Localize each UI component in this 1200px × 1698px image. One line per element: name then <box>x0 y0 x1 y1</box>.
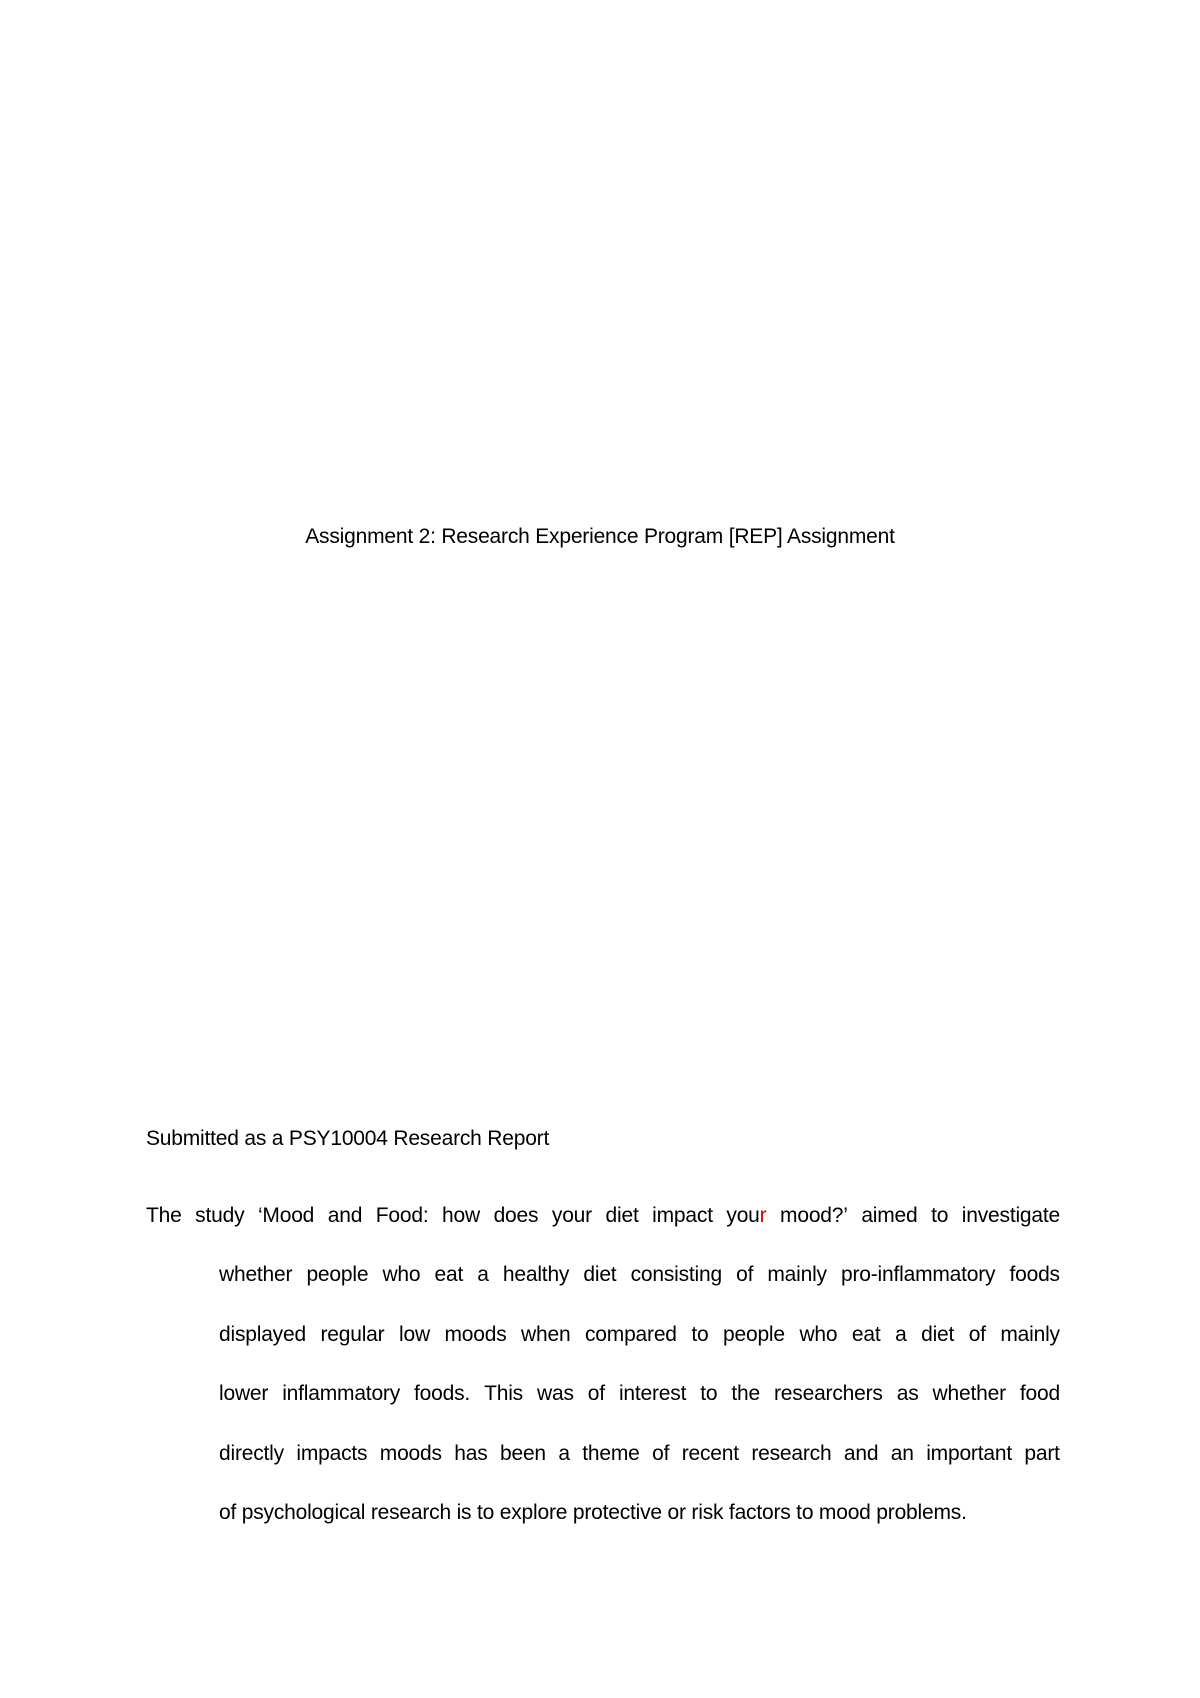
word: who <box>382 1263 421 1287</box>
paragraph-line-5 <box>219 1439 1060 1498</box>
word: compared <box>585 1322 677 1346</box>
word: whether <box>932 1382 1006 1406</box>
word: lower <box>219 1382 269 1406</box>
word: of <box>587 1382 605 1406</box>
word: aimed <box>861 1204 918 1227</box>
paragraph-line-3 <box>219 1320 1060 1379</box>
word: pro-inflammatory <box>841 1263 996 1287</box>
word: moods <box>444 1322 507 1346</box>
word: impact <box>652 1204 713 1227</box>
submission-note: Submitted as a PSY10004 Research Report <box>146 1127 550 1150</box>
word: of <box>652 1441 670 1465</box>
word: your <box>551 1204 592 1227</box>
word: impacts <box>296 1441 368 1465</box>
word: The <box>146 1204 182 1227</box>
word: directly <box>219 1441 284 1465</box>
word: of <box>968 1322 986 1346</box>
word: food <box>1019 1382 1060 1406</box>
word: diet <box>583 1263 617 1287</box>
word: the <box>731 1382 760 1406</box>
word: and <box>843 1441 879 1465</box>
word: to <box>700 1382 718 1406</box>
word: when <box>521 1322 571 1346</box>
word: low <box>399 1322 430 1346</box>
word: investigate <box>961 1204 1060 1227</box>
word: a <box>558 1441 570 1465</box>
word: part <box>1024 1441 1060 1465</box>
word: was <box>537 1382 574 1406</box>
word: research <box>751 1441 832 1465</box>
word: regular <box>320 1322 385 1346</box>
word: a <box>895 1322 907 1346</box>
word: to <box>931 1204 949 1227</box>
word: inflammatory <box>282 1382 401 1406</box>
word: foods <box>1009 1263 1060 1287</box>
page-title: Assignment 2: Research Experience Program [REP] Assignment <box>305 525 895 548</box>
word: moods <box>379 1441 442 1465</box>
word: people <box>306 1263 369 1287</box>
word: an <box>890 1441 914 1465</box>
body-paragraph <box>146 1201 1060 1557</box>
word: Food: <box>375 1204 429 1227</box>
word: whether <box>219 1263 293 1287</box>
word: ‘Mood <box>257 1204 315 1227</box>
word: to <box>691 1322 709 1346</box>
word: important <box>926 1441 1012 1465</box>
word: This <box>484 1382 523 1406</box>
word: diet <box>921 1322 955 1346</box>
word: been <box>499 1441 546 1465</box>
word: how <box>442 1204 480 1227</box>
word: researchers <box>774 1382 883 1406</box>
word: theme <box>582 1441 640 1465</box>
word: diet <box>605 1204 639 1227</box>
word: foods. <box>414 1382 471 1406</box>
word: consisting <box>630 1263 722 1287</box>
word: healthy <box>502 1263 570 1287</box>
word: study <box>195 1204 245 1227</box>
word: displayed <box>219 1322 306 1346</box>
word: and <box>327 1204 363 1227</box>
word: has <box>454 1441 488 1465</box>
word: eat <box>434 1263 464 1287</box>
highlighted-letter: r <box>759 1204 767 1227</box>
word: does <box>493 1204 539 1227</box>
paragraph-line-1 <box>146 1201 1060 1260</box>
word: mainly <box>1000 1322 1060 1346</box>
word: mood?’ <box>780 1204 848 1227</box>
word: interest <box>618 1382 687 1406</box>
word: eat <box>851 1322 881 1346</box>
word-your: your <box>726 1204 767 1227</box>
paragraph-line-2 <box>219 1260 1060 1319</box>
line-text: of psychological research is to explore protective or risk factors to mood problems. <box>219 1500 967 1524</box>
word: people <box>723 1322 785 1346</box>
word: who <box>799 1322 838 1346</box>
word: mainly <box>767 1263 827 1287</box>
paragraph-line-6 <box>219 1498 1060 1557</box>
word: as <box>896 1382 919 1406</box>
word: of <box>736 1263 754 1287</box>
word: a <box>477 1263 489 1287</box>
word: recent <box>681 1441 739 1465</box>
paragraph-line-4 <box>219 1379 1060 1438</box>
